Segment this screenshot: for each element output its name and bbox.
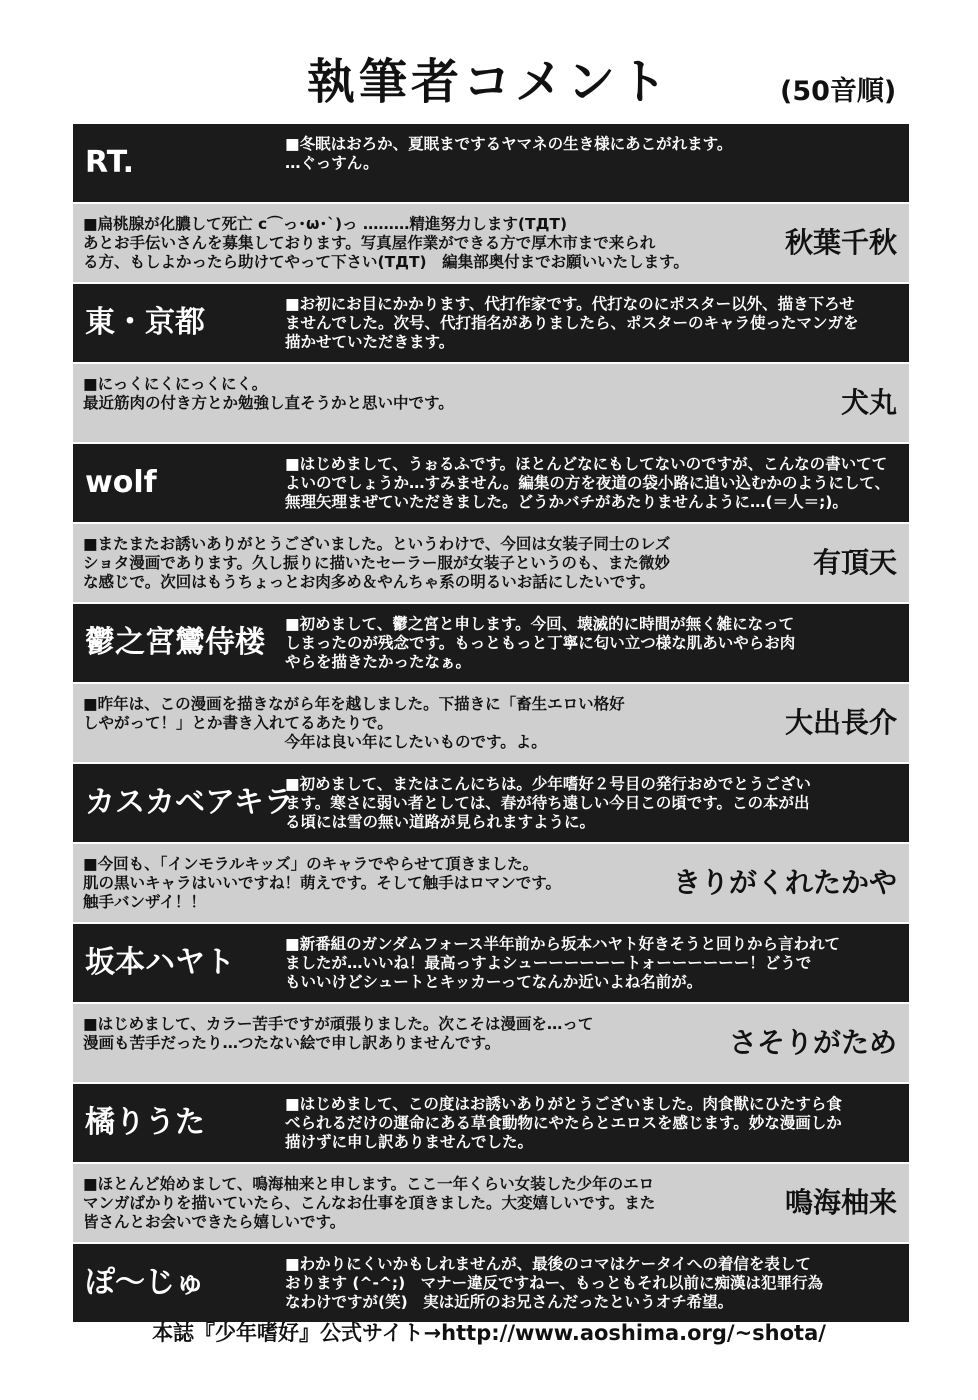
comment-row bbox=[73, 604, 909, 682]
author-name: カスカベアキラ bbox=[85, 785, 294, 820]
author-comment: ■わかりにくいかもしれませんが、最後のコマはケータイへの着信を表して おります (^-^;) マナー違反ですねー、もっともそれ以前に痴漢は犯罪行為 なわけですが(笑) 実は近所のお兄さんだったというオチ希望。 bbox=[285, 1255, 824, 1311]
comment-row bbox=[73, 844, 909, 922]
author-comment: ■お初にお目にかかります、代打作家です。代打なのにポスター以外、描き下ろせ ませんでした。次号、代打指名がありましたら、ポスターのキャラ使ったマンガを 描かせていただきます。 bbox=[285, 295, 859, 351]
author-comment: ■またまたお誘いありがとうございました。というわけで、今回は女装子同士のレズ ショタ漫画であります。久し振りに描いたセーラー服が女装子というのも、また微妙 な感じで。次回はもうちょっとお肉多め＆やんちゃ系の明るいお話にしたいです。 bbox=[83, 535, 671, 591]
author-name: きりがくれたかや bbox=[672, 866, 897, 899]
author-name: 鬱之宮鸞侍楼 bbox=[85, 625, 265, 660]
author-comment: ■はじめまして、この度はお誘いありがとうございました。肉食獣にひたすら食 べられるだけの運命にある草食動物にやたらとエロスを感じます。妙な漫画しか 描けずに申し訳ありませんでした。 bbox=[285, 1095, 842, 1151]
author-name: 有頂天 bbox=[812, 546, 897, 579]
comment-row bbox=[73, 524, 909, 602]
author-comment: ■ほとんど始めまして、鳴海柚来と申します。ここ一年くらい女装した少年のエロ マンガばかりを描いていたら、こんなお仕事を頂きました。大変嬉しいです。また 皆さんとお会いできたら嬉しいです。 bbox=[83, 1175, 656, 1231]
author-comment: ■昨年は、この漫画を描きながら年を越しました。下描きに「畜生エロい格好 しやがって！」とか書き入れてるあたりで。 今年は良い年にしたいものです。よ。 bbox=[83, 695, 625, 751]
author-comment: ■新番組のガンダムフォース半年前から坂本ハヤト好きそうと回りから言われて ましたが…いいね！最高っすよシューーーーーートォーーーーーー！どうで もいいけどシュートとキッカーってなんか近いよね名前が。 bbox=[285, 935, 840, 991]
author-name: 坂本ハヤト bbox=[85, 945, 235, 980]
comment-row bbox=[73, 1004, 909, 1082]
comment-row bbox=[73, 124, 909, 202]
author-name: 秋葉千秋 bbox=[784, 226, 897, 259]
author-name: 東・京都 bbox=[85, 305, 205, 340]
author-comment: ■はじめまして、カラー苦手ですが頑張りました。次こそは漫画を…って 漫画も苦手だったり…つたない絵で申し訳ありませんです。 bbox=[83, 1015, 594, 1052]
author-name: 鳴海柚来 bbox=[784, 1186, 897, 1219]
comment-row bbox=[73, 764, 909, 842]
author-comment: ■初めまして、鬱之宮と申します。今回、壊滅的に時間が無く雑になって しまったのが残念です。もっともっと丁寧に匂い立つ様な肌あいやらお肉 やらを描きたかったなぁ。 bbox=[285, 615, 796, 671]
comment-row bbox=[73, 284, 909, 362]
author-comment: ■冬眠はおろか、夏眠までするヤマネの生き様にあこがれます。 …ぐっすん。 bbox=[285, 135, 733, 172]
author-name: wolf bbox=[85, 465, 157, 500]
author-comment: ■今回も、「インモラルキッズ」のキャラでやらせて頂きました。 肌の黒いキャラはいいですね！萌えです。そして触手はロマンです。 触手バンザイ！！ bbox=[83, 855, 562, 911]
comment-row bbox=[73, 204, 909, 282]
official-site-footer: 本誌『少年嗜好』公式サイト→http://www.aoshima.org/~shota/ bbox=[152, 1321, 826, 1345]
comment-row bbox=[73, 444, 909, 522]
author-name: 犬丸 bbox=[840, 386, 897, 419]
author-comment: ■はじめまして、うぉるふです。ほとんどなにもしてないのですが、こんなの書いてて よいのでしょうか…すみません。編集の方を夜道の袋小路に追い込むかのようにして、 無理矢理まぜていただきました。どうかバチがあたりませんように…(＝人＝;)。 bbox=[285, 455, 891, 511]
author-name: 大出長介 bbox=[784, 706, 897, 739]
comment-row bbox=[73, 924, 909, 1002]
comment-row bbox=[73, 1084, 909, 1162]
author-comment: ■初めまして、またはこんにちは。少年嗜好２号目の発行おめでとうござい ます。寒さに弱い者としては、春が待ち遠しい今日この頃です。この本が出 る頃には雪の無い道路が見られますように。 bbox=[285, 775, 811, 831]
author-name: ぽ～じゅ bbox=[85, 1265, 205, 1300]
comment-row bbox=[73, 1164, 909, 1242]
author-name: RT. bbox=[85, 145, 135, 180]
author-name: 橘りうた bbox=[85, 1105, 205, 1140]
page-title: 執筆者コメント bbox=[306, 54, 671, 110]
comment-row bbox=[73, 364, 909, 442]
author-name: さそりがため bbox=[728, 1026, 897, 1059]
author-comment: ■扁桃腺が化膿して死亡 c⌒っ･ω･`)っ ………精進努力します(TДT) あとお手伝いさんを募集しております。写真屋作業ができる方で厚木市まで来られ る方、もしよかったら助けてやって下さい(TДT) 編集部奥付までお願いいたします。 bbox=[83, 215, 689, 271]
author-comment: ■にっくにくにっくにく。 最近筋肉の付き方とか勉強し直そうかと思い中です。 bbox=[83, 375, 454, 412]
comment-row bbox=[73, 684, 909, 762]
order-note: (50音順) bbox=[780, 76, 897, 107]
comment-row bbox=[73, 1244, 909, 1322]
comment-list bbox=[73, 124, 909, 1324]
